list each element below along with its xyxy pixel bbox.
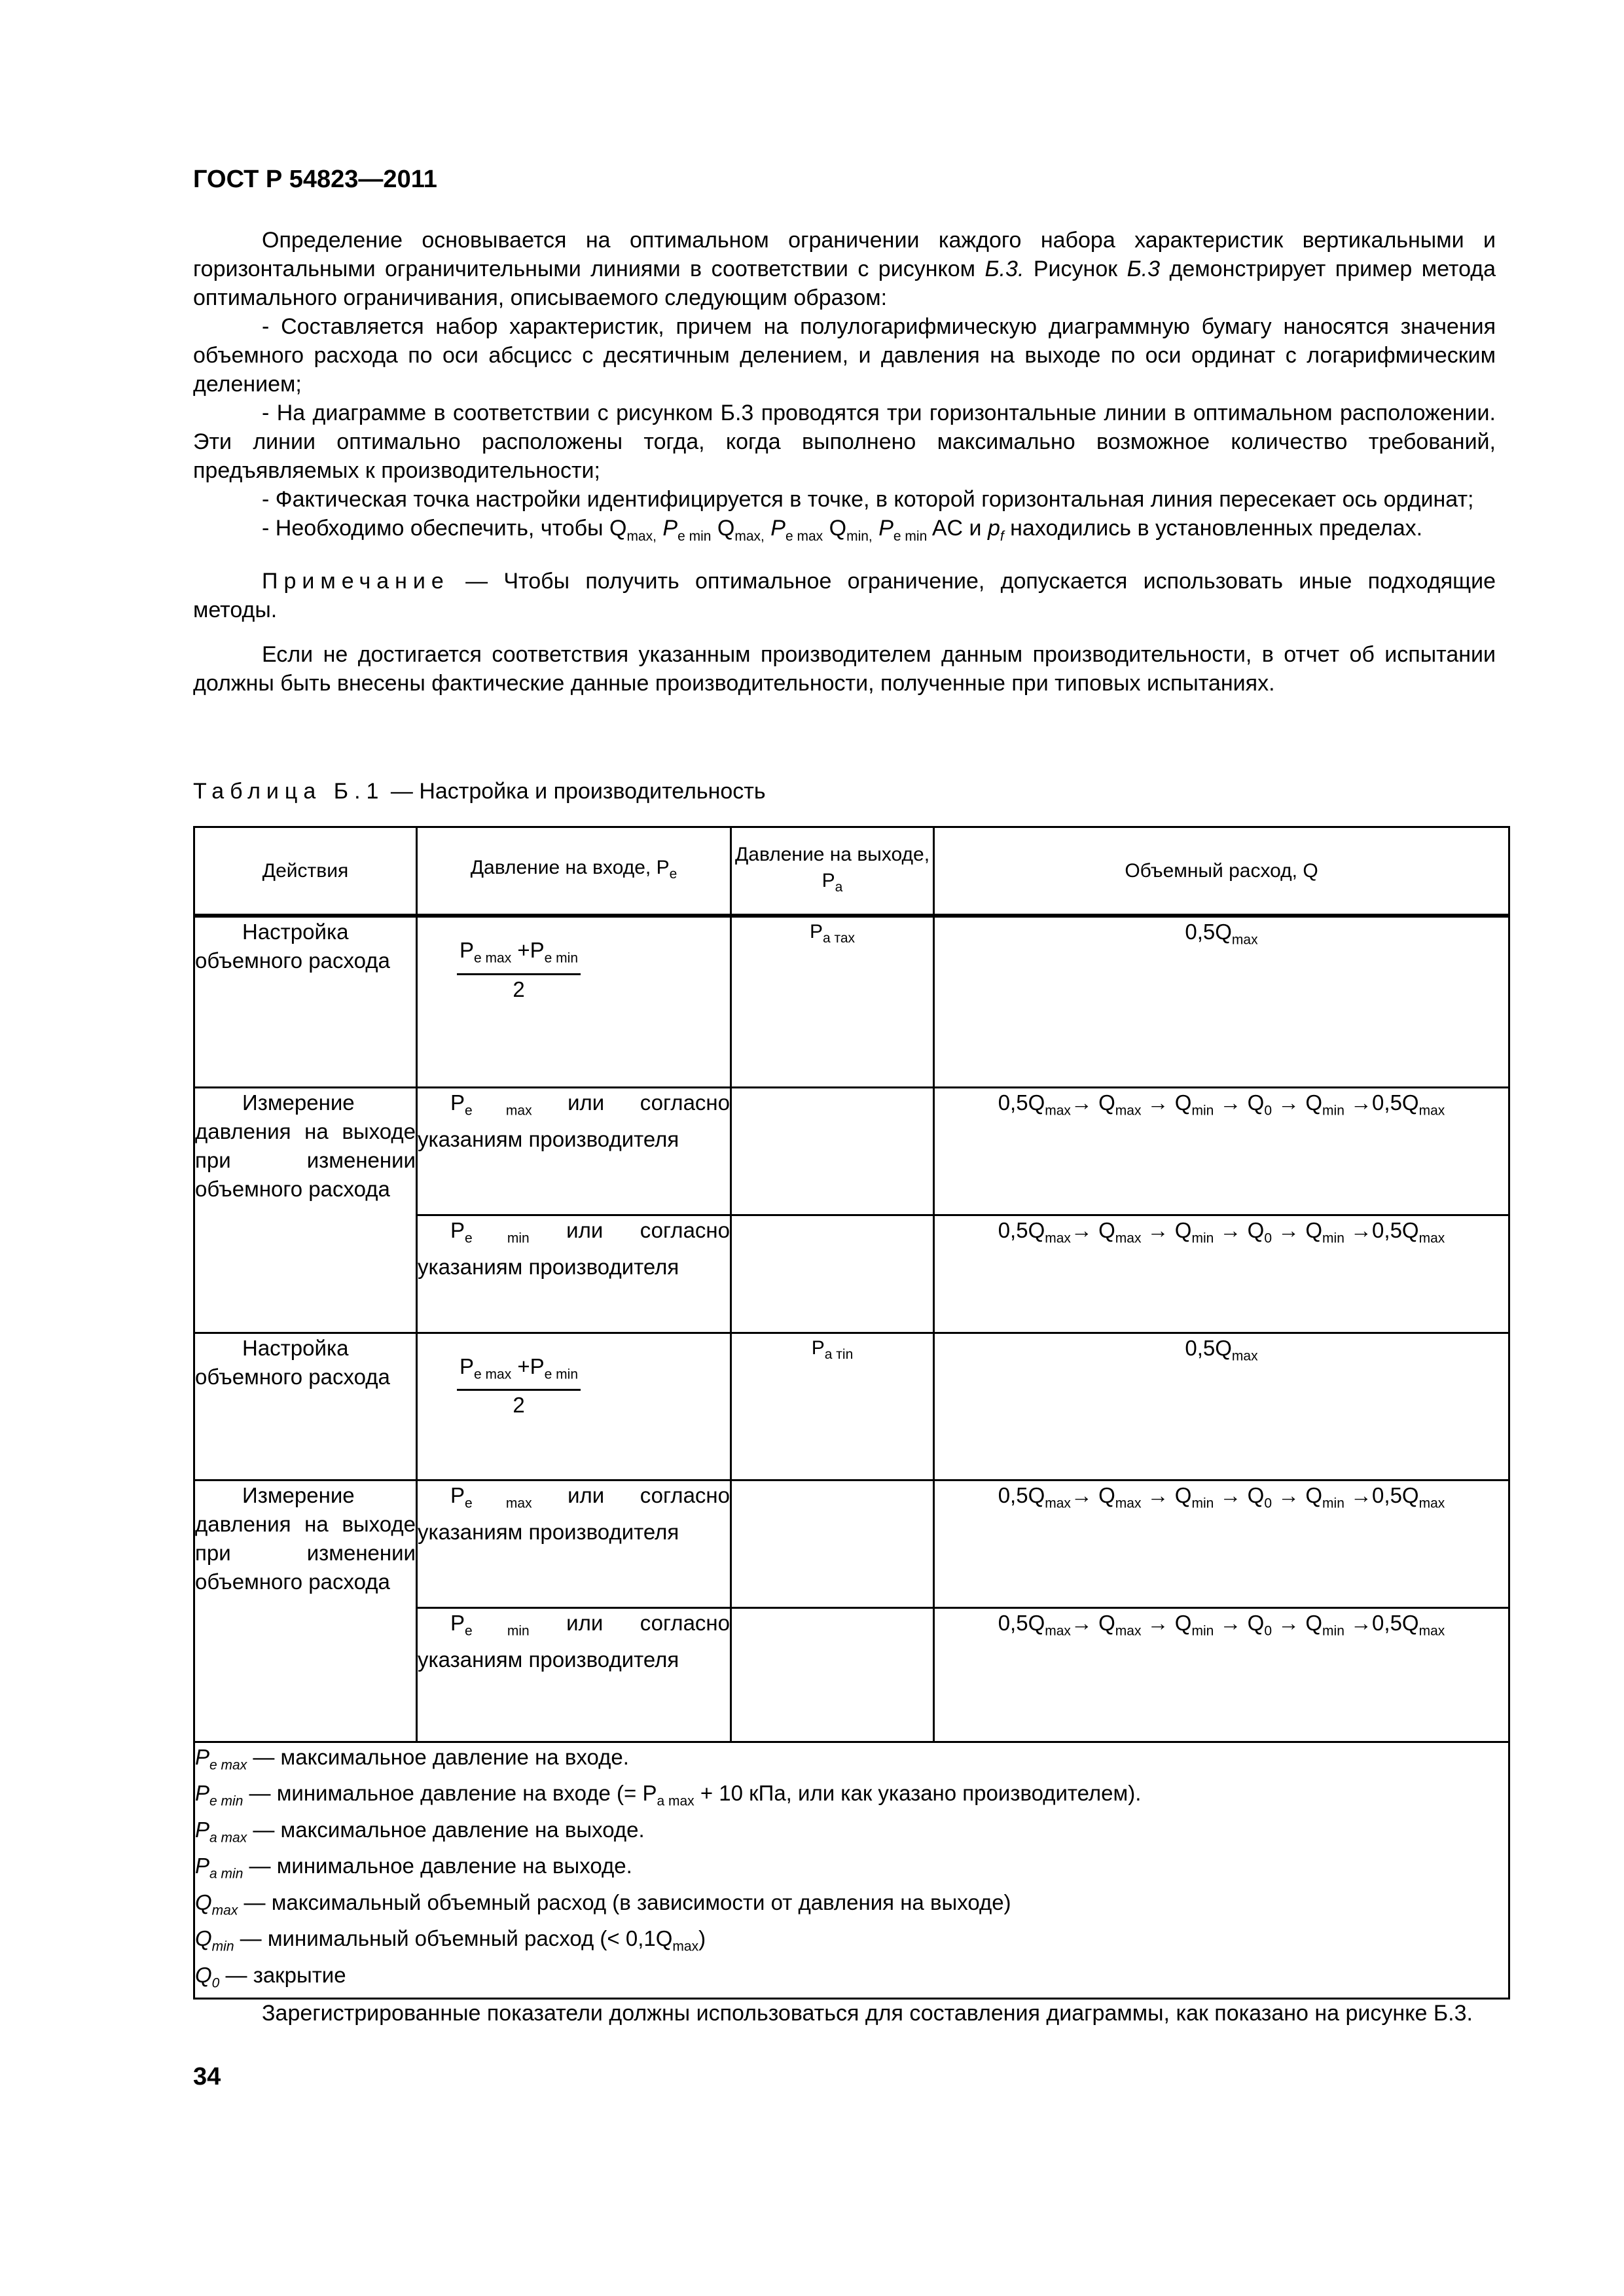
flow-sequence-cell: $0,5Q_{max}\to Q_{max} \to Q_{min} \to Q_0 \to Q_{min} \to 0,5Q_{max}$ xyxy=(934,1480,1509,1607)
legend-cell xyxy=(194,1742,1509,1998)
flow-sequence-cell: $0,5Q_{max}\to Q_{max} \to Q_{min} \to Q_0 \to Q_{min} \to 0,5Q_{max}$ xyxy=(934,1215,1509,1333)
intro-paragraph-1: Определение основывается на оптимальном ограничении каждого набора характеристик вертикальными и горизонтальными ограничительными линиями в соответствии с рисунком Б.3. Рисунок Б.3 демонстрирует пример метода оптимального ограничивания, описываемого следующим образом: xyxy=(193,228,1496,310)
pressure-fraction: $\frac{P_{e max} +P_{e min}}{2}$ xyxy=(457,936,581,1004)
note: Примечание — Чтобы получить оптимальное ограничение, допускается использовать иные подходящие методы. xyxy=(193,568,1496,622)
action-cell: Измерение давления на выходе при изменении объемного расхода xyxy=(194,1480,417,1742)
table-header-row xyxy=(194,827,1509,916)
figure-ref: Б.3. xyxy=(984,257,1024,281)
action-cell: Настройка объемного расхода xyxy=(194,1333,417,1480)
header-actions: Действия xyxy=(194,827,417,916)
table-row xyxy=(194,916,1509,1087)
action-cell: Настройка объемного расхода xyxy=(194,916,417,1087)
legend-row xyxy=(194,1742,1509,1998)
intro-section xyxy=(193,226,1496,698)
table-row xyxy=(194,1480,1509,1607)
bullet-2: - На диаграмме в соответствии с рисунком Б.3 проводятся три горизонтальные линии в оптимальном расположении. Эти линии оптимально расположены тогда, когда выполнено максимально возможное количество требований, предъявляемых к производительности; xyxy=(193,401,1496,483)
inlet-pressure-cell xyxy=(417,916,731,1087)
legend-item: $P_{a min}$ — минимальное давление на выходе. xyxy=(195,1854,632,1882)
closing-paragraph: Зарегистрированные показатели должны использоваться для составления диаграммы, как показано на рисунке Б.3. xyxy=(262,2001,1473,2026)
header-inlet-pressure: Давление на входе, $P_e$ xyxy=(417,827,731,916)
inlet-pressure-cell xyxy=(417,1333,731,1480)
intro-paragraph-2: Если не достигается соответствия указанным производителем данным производительности, в отчет об испытании должны быть внесены фактические данные производительности, полученные при типовых испытаниях. xyxy=(193,641,1496,696)
legend-item: $P_{a max}$ — максимальное давление на выходе. xyxy=(195,1817,645,1846)
action-cell: Измерение давления на выходе при изменении объемного расхода xyxy=(194,1087,417,1333)
inlet-pressure-cell: $P_{e min}$ или согласно указаниям производителя xyxy=(417,1215,731,1333)
outlet-pressure-cell xyxy=(731,1087,934,1215)
settings-performance-table xyxy=(193,826,1510,2000)
note-label: Примечание xyxy=(262,568,450,594)
flow-rate-cell: $0,5Q_{max}$ xyxy=(934,916,1509,1087)
header-flow-rate: Объемный расход, Q xyxy=(934,827,1509,916)
flow-rate-cell: $0,5Q_{max}$ xyxy=(934,1333,1509,1480)
flow-sequence-cell: $0,5Q_{max}\to Q_{max} \to Q_{min} \to Q_0 \to Q_{min} \to 0,5Q_{max}$ xyxy=(934,1087,1509,1215)
bullet-3: - Фактическая точка настройки идентифицируется в точке, в которой горизонтальная линия пересекает ось ординат; xyxy=(262,487,1474,512)
document-code: ГОСТ Р 54823—2011 xyxy=(193,166,437,193)
legend-item: $P_{e min}$ — минимальное давление на входе (= $P_{a max} + 10$ кПа, или как указано производителем). xyxy=(195,1781,1142,1809)
page-number: 34 xyxy=(193,2063,221,2090)
figure-ref: Б.3 xyxy=(1127,257,1161,281)
bullet-4: - Необходимо обеспечить, чтобы $Q_{max,}$ $P_{e min}$ $Q_{max,}$ $P_{e max}$ $Q_{min,}$ $P_{e min}$ AC и $p_f$ находились в установленных пределах. xyxy=(262,516,1423,544)
table-caption: Таблица Б.1 — Настройка и производительность xyxy=(193,779,766,804)
inlet-pressure-cell: $P_{e min}$ или согласно указаниям производителя xyxy=(417,1607,731,1742)
inlet-pressure-cell: $P_{e max}$ или согласно указаниям производителя xyxy=(417,1480,731,1607)
outlet-pressure-cell xyxy=(731,1215,934,1333)
flow-sequence-cell: $0,5Q_{max}\to Q_{max} \to Q_{min} \to Q_0 \to Q_{min} \to 0,5Q_{max}$ xyxy=(934,1607,1509,1742)
pressure-fraction: $\frac{P_{e max} +P_{e min}}{2}$ xyxy=(457,1352,581,1420)
outlet-pressure-cell: $P_{a тin}$ xyxy=(731,1333,934,1480)
outlet-pressure-cell xyxy=(731,1607,934,1742)
outlet-pressure-cell xyxy=(731,1480,934,1607)
legend-item: $Q_0$ — закрытие xyxy=(195,1963,346,1991)
legend-item: $Q_{max}$ — максимальный объемный расход (в зависимости от давления на выходе) xyxy=(195,1890,1011,1918)
legend-item: $P_{e max}$ — максимальное давление на входе. xyxy=(195,1744,629,1773)
bullet-1: - Составляется набор характеристик, причем на полулогарифмическую диаграммную бумагу наносятся значения объемного расхода по оси абсцисс с десятичным делением, и давления на выходе по оси ординат с логарифмическим делением; xyxy=(193,314,1496,397)
outlet-pressure-cell: $P_{a тах}$ xyxy=(731,916,934,1087)
table-row xyxy=(194,1087,1509,1215)
table-row xyxy=(194,1333,1509,1480)
legend-item: $Q_{min}$ — минимальный объемный расход (< $0,1Q_{max}$) xyxy=(195,1926,706,1955)
header-outlet-pressure: Давление на выходе, $P_a$ xyxy=(731,827,934,916)
inlet-pressure-cell: $P_{e max}$ или согласно указаниям производителя xyxy=(417,1087,731,1215)
